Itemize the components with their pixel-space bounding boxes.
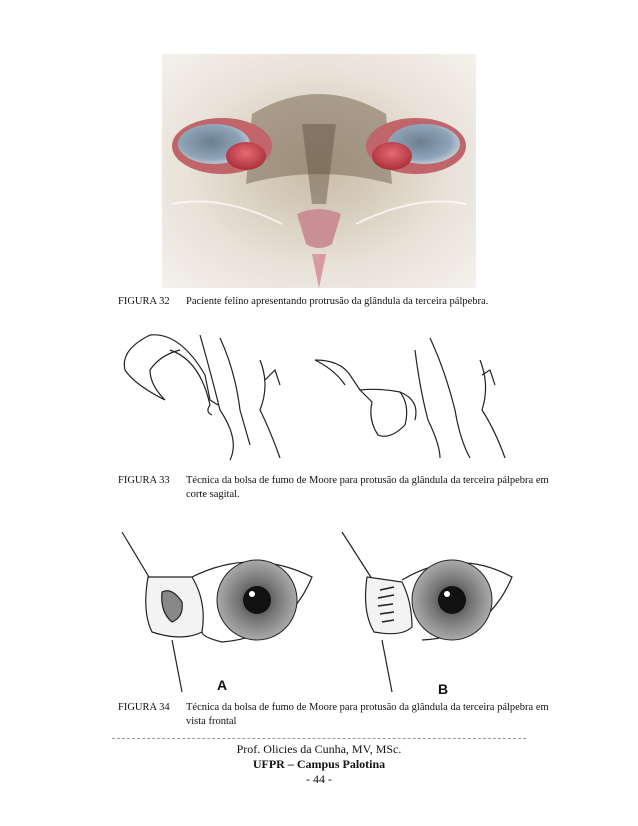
footer-institution: UFPR – Campus Palotina: [252, 757, 386, 771]
sagittal-section-drawing: [110, 330, 530, 470]
drawing-label-b: B: [438, 681, 449, 697]
figure-number: FIGURA 34: [118, 702, 170, 713]
figure-number: FIGURA 33: [118, 475, 170, 486]
figure-caption-text: Paciente felino apresentando protrusão da glândula da terceira pálpebra.: [186, 296, 489, 307]
footer-divider: [112, 738, 526, 739]
drawing-label-a: A: [217, 677, 228, 693]
cat-face-photo: [162, 54, 476, 288]
figure-caption-text: Técnica da bolsa de fumo de Moore para protusão da glândula da terceira pálpebra em corte sagital.: [186, 475, 549, 500]
page-number: - 44 -: [306, 772, 332, 786]
footer-author: Prof. Olicies da Cunha, MV, MSc.: [236, 742, 402, 756]
figure-caption-text: Técnica da bolsa de fumo de Moore para protusão da glândula da terceira pálpebra em vista frontal: [186, 702, 549, 727]
frontal-view-drawing: [112, 522, 530, 707]
figure-number: FIGURA 32: [118, 296, 170, 307]
